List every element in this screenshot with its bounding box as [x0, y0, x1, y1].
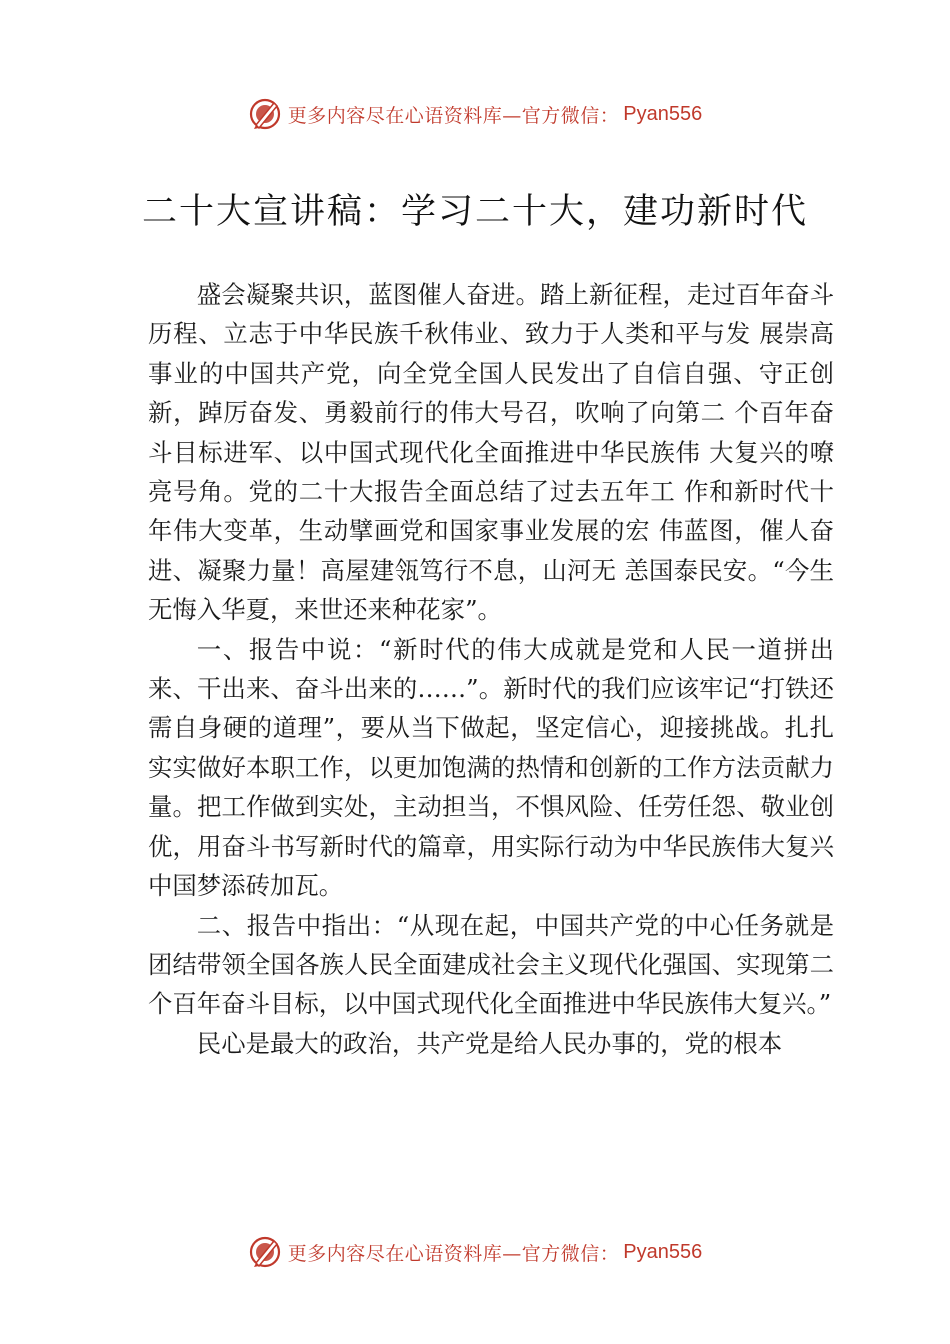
pen-logo-icon [248, 1235, 282, 1269]
pen-logo-icon [248, 97, 282, 131]
header-banner-text: 更多内容尽在心语资料库—官方微信： [287, 104, 620, 127]
footer-banner-account: Pyan556 [623, 1240, 703, 1263]
footer-banner-text: 更多内容尽在心语资料库—官方微信： [287, 1242, 620, 1265]
paragraph-3: 二、报告中指出：“从现在起，中国共产党的中心任务就是团结带领全国各族人民全面建成社会主义现代化强国、实现第二个百年奋斗目标，以中国式现代化全面推进中华民族伟大复兴。” [148, 910, 834, 1019]
document-body [148, 275, 834, 1063]
document-title: 二十大宣讲稿：学习二十大，建功新时代 [141, 192, 808, 232]
header-banner [0, 94, 950, 134]
footer-banner [0, 1232, 950, 1272]
paragraph-4: 民心是最大的政治，共产党是给人民办事的，党的根本 [196, 1028, 783, 1058]
paragraph-1: 盛会凝聚共识，蓝图催人奋进。踏上新征程，走过百年奋斗历程、立志于中华民族千秋伟业、致力于人类和平与发 展崇高事业的中国共产党，向全党全国人民发出了自信自强、守正创新，踔厉奋发、勇毅前行的伟大号召，吹响了向第二 个百年奋斗目标进军、以中国式现代化全面推进中华民族伟 大复兴的嘹亮号角。党的二十大报告全面总结了过去五年工 作和新时代十年伟大变革，生动擘画党和国家事业发展的宏 伟蓝图，催人奋进、凝聚力量！高屋建瓴笃行不息，山河无 恙国泰民安。“今生无悔入华夏，来世还来种花家”。 [148, 280, 834, 625]
paragraph-2: 一、报告中说：“新时代的伟大成就是党和人民一道拼出来、干出来、奋斗出来的……”。新时代的我们应该牢记“打铁还需自身硬的道理”，要从当下做起，坚定信心，迎接挑战。扎扎实实做好本职工作，以更加饱满的热情和创新的工作方法贡献力量。把工作做到实处，主动担当，不惧风险、任劳任怨、敬业创优，用奋斗书写新时代的篇章，用实际行动为中华民族伟大复兴中国梦添砖加瓦。 [148, 634, 834, 901]
header-banner-account: Pyan556 [623, 102, 703, 125]
